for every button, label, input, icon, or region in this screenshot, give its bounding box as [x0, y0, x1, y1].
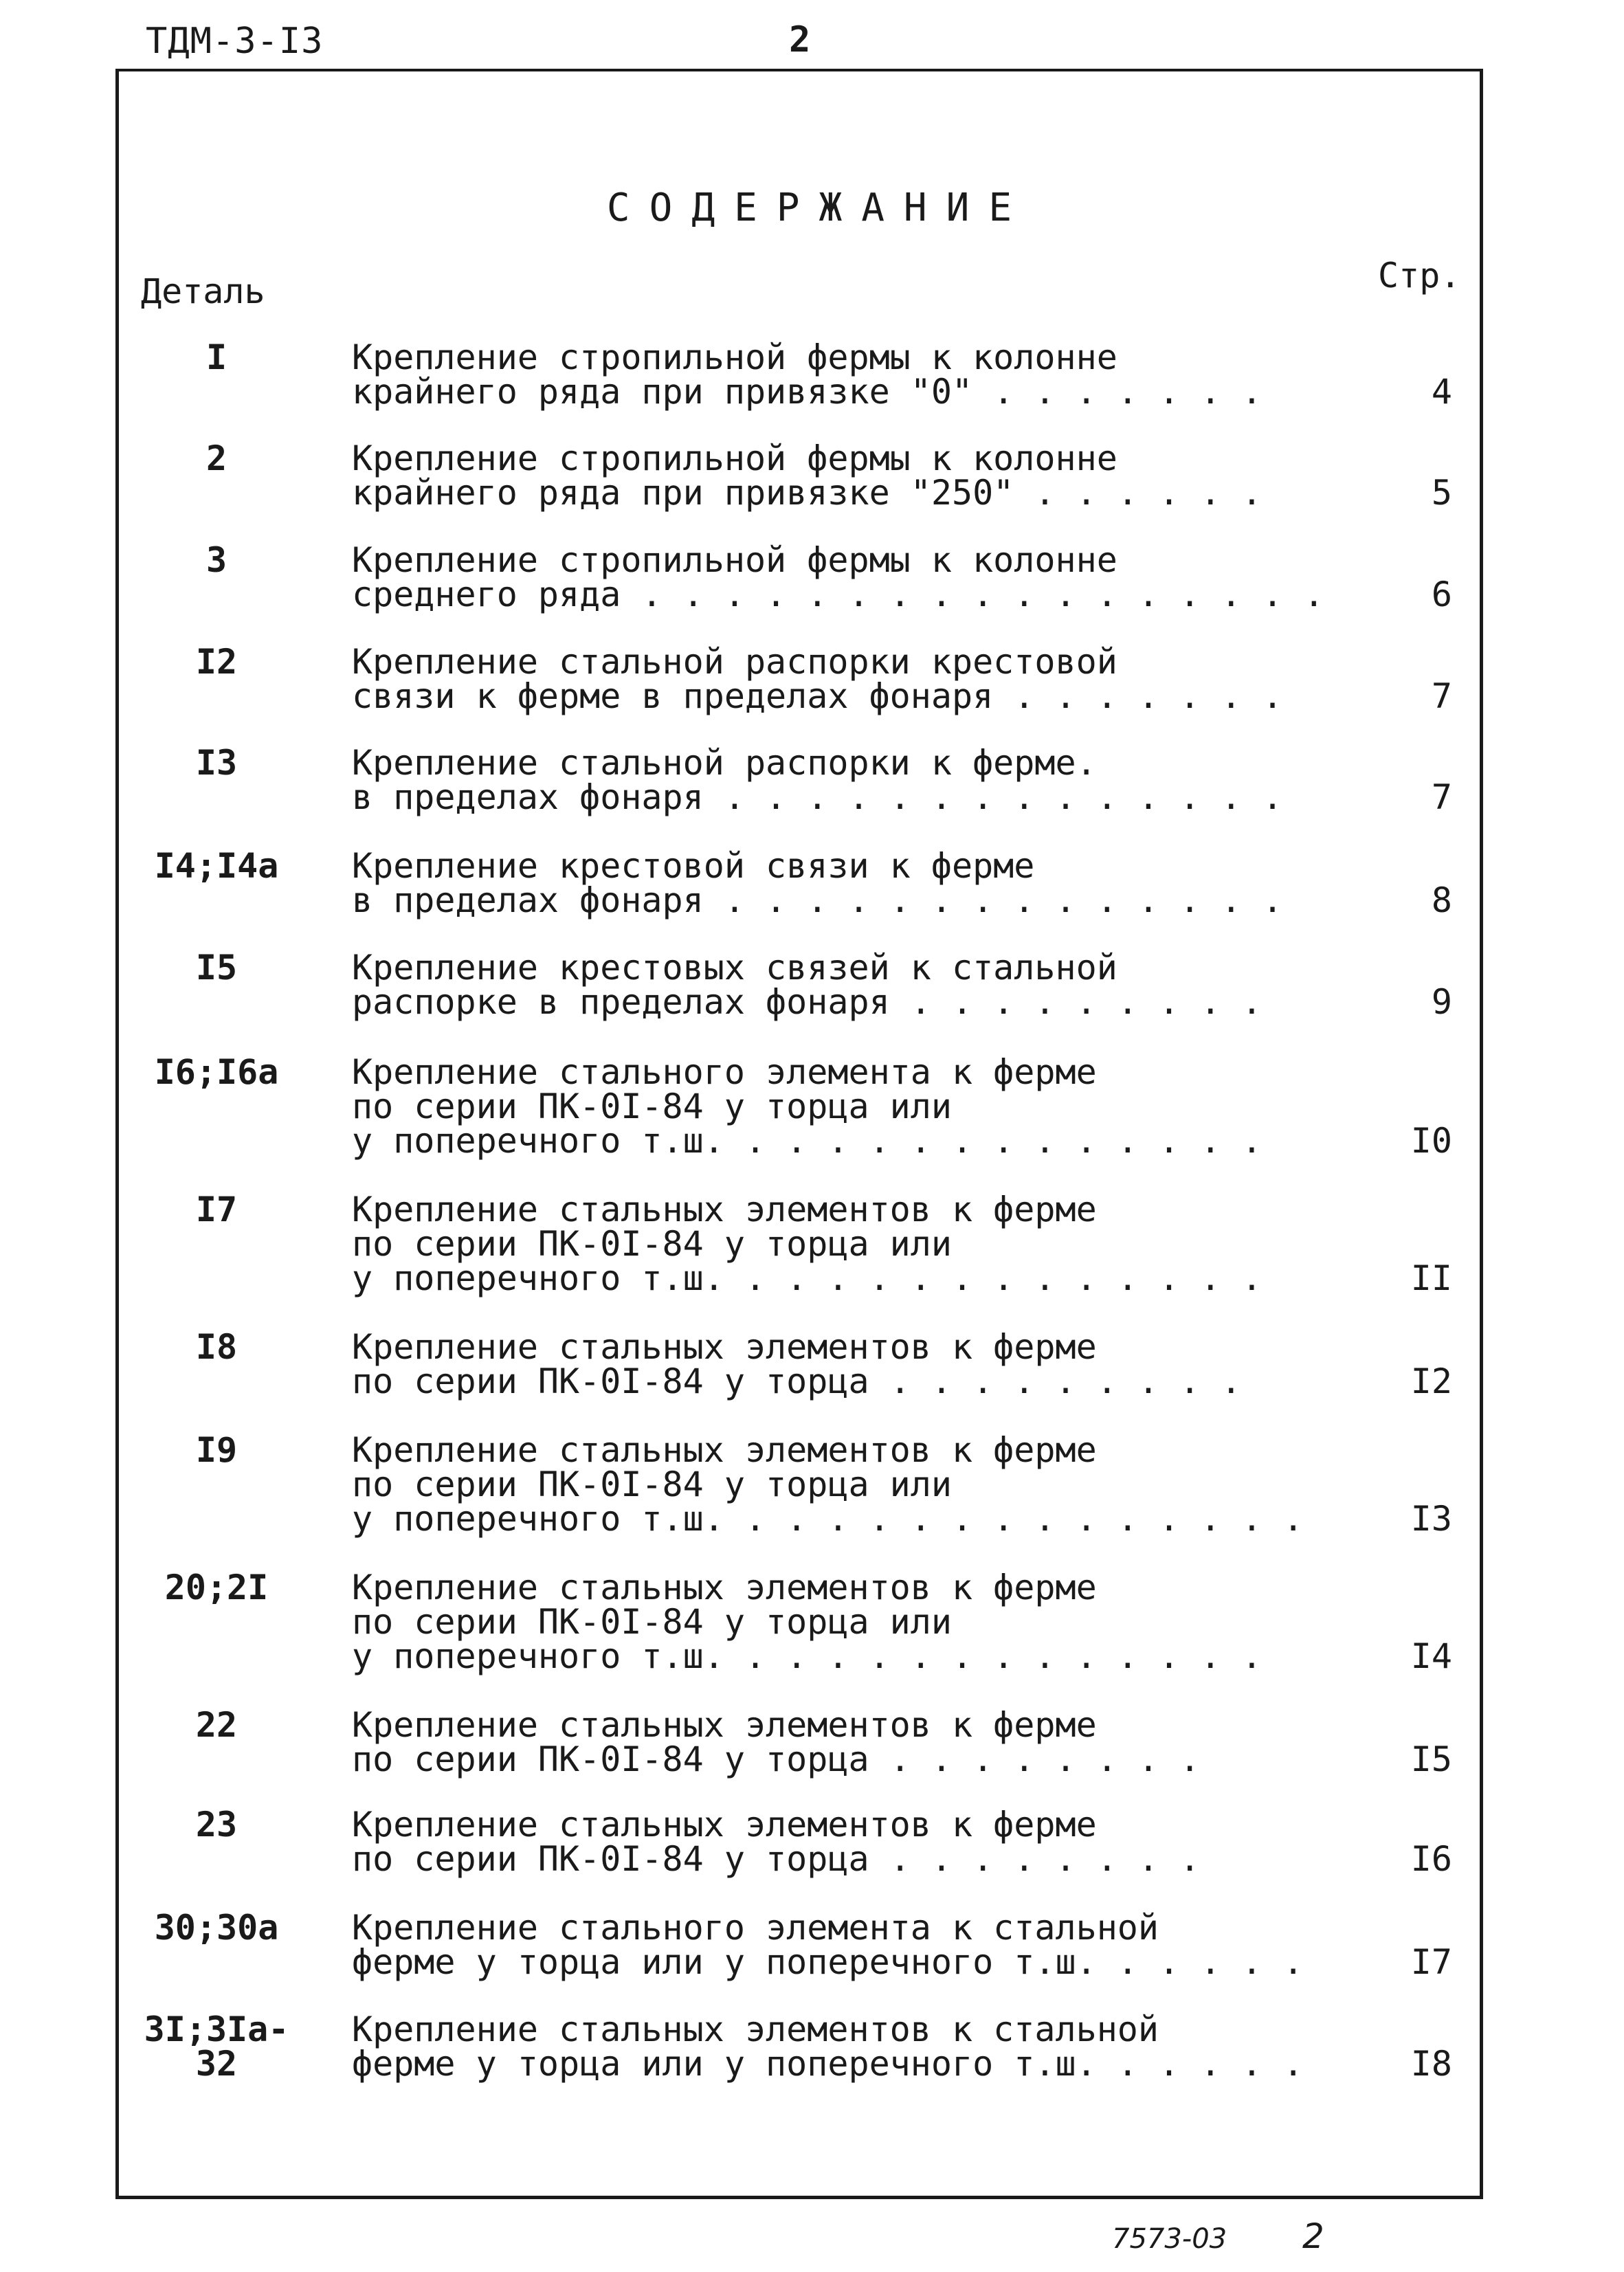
- description-line: по серии ПК-0I-84 у торца . . . . . . . .: [352, 1839, 1201, 1879]
- detail-description: [352, 337, 1263, 412]
- description-line: Крепление крестовой связи к ферме: [352, 846, 1035, 886]
- description-line: ферме у торца или у поперечного т.ш. . . . . .: [352, 1942, 1304, 1982]
- description-line: крайнего ряда при привязке "250" . . . . . .: [352, 473, 1263, 513]
- page-reference: II: [1410, 1258, 1452, 1298]
- detail-description: [352, 846, 1283, 920]
- detail-number: 22: [195, 1705, 238, 1745]
- description-line: среднего ряда . . . . . . . . . . . . . . . . .: [352, 575, 1324, 614]
- detail-description: [352, 1190, 1263, 1298]
- description-line: у поперечного т.ш. . . . . . . . . . . . . .: [352, 1258, 1263, 1298]
- page-reference: I8: [1410, 2044, 1452, 2084]
- description-line: Крепление стропильной фермы к колонне: [352, 337, 1117, 377]
- page-reference: I7: [1410, 1942, 1452, 1982]
- page-reference: 6: [1431, 575, 1452, 614]
- page-reference: I2: [1410, 1361, 1452, 1401]
- detail-number: I6;I6a: [154, 1052, 279, 1092]
- page-title: СОДЕРЖАНИЕ: [606, 186, 1032, 230]
- description-line: по серии ПК-0I-84 у торца . . . . . . . .: [352, 1739, 1201, 1779]
- detail-description: [352, 1327, 1242, 1401]
- page-reference: 5: [1431, 473, 1452, 513]
- description-line: ферме у торца или у поперечного т.ш. . . . . .: [352, 2044, 1304, 2084]
- detail-number: I5: [195, 948, 238, 988]
- description-line: Крепление стального элемента к стальной: [352, 1908, 1159, 1948]
- detail-number: 20;2I: [164, 1568, 269, 1607]
- description-line: по серии ПК-0I-84 у торца . . . . . . . . .: [352, 1361, 1242, 1401]
- description-line: Крепление стальной распорки крестовой: [352, 642, 1117, 682]
- description-line: у поперечного т.ш. . . . . . . . . . . . . . .: [352, 1499, 1304, 1539]
- description-line: Крепление стальных элементов к ферме: [352, 1430, 1097, 1470]
- detail-description: [352, 438, 1263, 513]
- page-reference: I5: [1410, 1739, 1452, 1779]
- detail-description: [352, 1052, 1263, 1161]
- detail-number: 30;30a: [154, 1908, 279, 1948]
- detail-description: [352, 2009, 1304, 2084]
- detail-number: 2: [205, 438, 227, 478]
- page-column-header: Стр.: [1378, 256, 1461, 296]
- page-number: 2: [789, 19, 811, 60]
- detail-column-header: Деталь: [141, 271, 265, 311]
- description-line: Крепление стальной распорки к ферме.: [352, 743, 1097, 783]
- description-line: Крепление стальных элементов к ферме: [352, 1805, 1097, 1845]
- description-line: по серии ПК-0I-84 у торца или: [352, 1464, 952, 1504]
- footer-sheet-number: 2: [1302, 2216, 1324, 2256]
- detail-number: 3: [205, 540, 227, 580]
- description-line: у поперечного т.ш. . . . . . . . . . . . . .: [352, 1636, 1263, 1676]
- detail-number: I: [205, 337, 227, 377]
- detail-number: I7: [195, 1190, 238, 1229]
- detail-description: [352, 743, 1283, 817]
- detail-number: 23: [195, 1805, 238, 1845]
- page-reference: I3: [1410, 1499, 1452, 1539]
- description-line: по серии ПК-0I-84 у торца или: [352, 1602, 952, 1642]
- detail-number: I4;I4a: [154, 846, 279, 886]
- detail-description: [352, 540, 1324, 614]
- page-reference: I0: [1410, 1121, 1452, 1161]
- description-line: крайнего ряда при привязке "0" . . . . . . .: [352, 372, 1263, 412]
- document-code: ТДМ-3-I3: [146, 21, 324, 62]
- page-reference: 9: [1431, 982, 1452, 1022]
- description-line: в пределах фонаря . . . . . . . . . . . . . .: [352, 880, 1283, 920]
- description-line: по серии ПК-0I-84 у торца или: [352, 1087, 952, 1126]
- detail-description: [352, 1430, 1304, 1539]
- description-line: связи к ферме в пределах фонаря . . . . . . .: [352, 676, 1283, 716]
- description-line: Крепление стропильной фермы к колонне: [352, 438, 1117, 478]
- page-reference: 7: [1431, 777, 1452, 817]
- detail-number: I2: [195, 642, 238, 682]
- page-reference: 4: [1431, 372, 1452, 412]
- page-reference: I4: [1410, 1636, 1452, 1676]
- footer-code: 7573-03: [1112, 2223, 1227, 2255]
- detail-description: [352, 642, 1283, 716]
- page-reference: I6: [1410, 1839, 1452, 1879]
- page-reference: 8: [1431, 880, 1452, 920]
- detail-number: 3I;3Ia- 32: [144, 2009, 289, 2084]
- description-line: у поперечного т.ш. . . . . . . . . . . . . .: [352, 1121, 1263, 1161]
- detail-description: [352, 1908, 1304, 1982]
- detail-description: [352, 1705, 1201, 1779]
- description-line: Крепление стальных элементов к ферме: [352, 1568, 1097, 1607]
- description-line: Крепление стальных элементов к ферме: [352, 1190, 1097, 1229]
- description-line: Крепление стропильной фермы к колонне: [352, 540, 1117, 580]
- description-line: Крепление крестовых связей к стальной: [352, 948, 1117, 988]
- detail-number: I8: [195, 1327, 238, 1367]
- page-reference: 7: [1431, 676, 1452, 716]
- description-line: в пределах фонаря . . . . . . . . . . . . . .: [352, 777, 1283, 817]
- description-line: Крепление стальных элементов к ферме: [352, 1705, 1097, 1745]
- detail-description: [352, 1568, 1263, 1676]
- description-line: Крепление стальных элементов к ферме: [352, 1327, 1097, 1367]
- description-line: распорке в пределах фонаря . . . . . . . . .: [352, 982, 1263, 1022]
- detail-number: I9: [195, 1430, 238, 1470]
- detail-description: [352, 1805, 1201, 1879]
- description-line: по серии ПК-0I-84 у торца или: [352, 1224, 952, 1264]
- detail-number: I3: [195, 743, 238, 783]
- detail-description: [352, 948, 1263, 1022]
- description-line: Крепление стальных элементов к стальной: [352, 2009, 1159, 2049]
- description-line: Крепление стального элемента к ферме: [352, 1052, 1097, 1092]
